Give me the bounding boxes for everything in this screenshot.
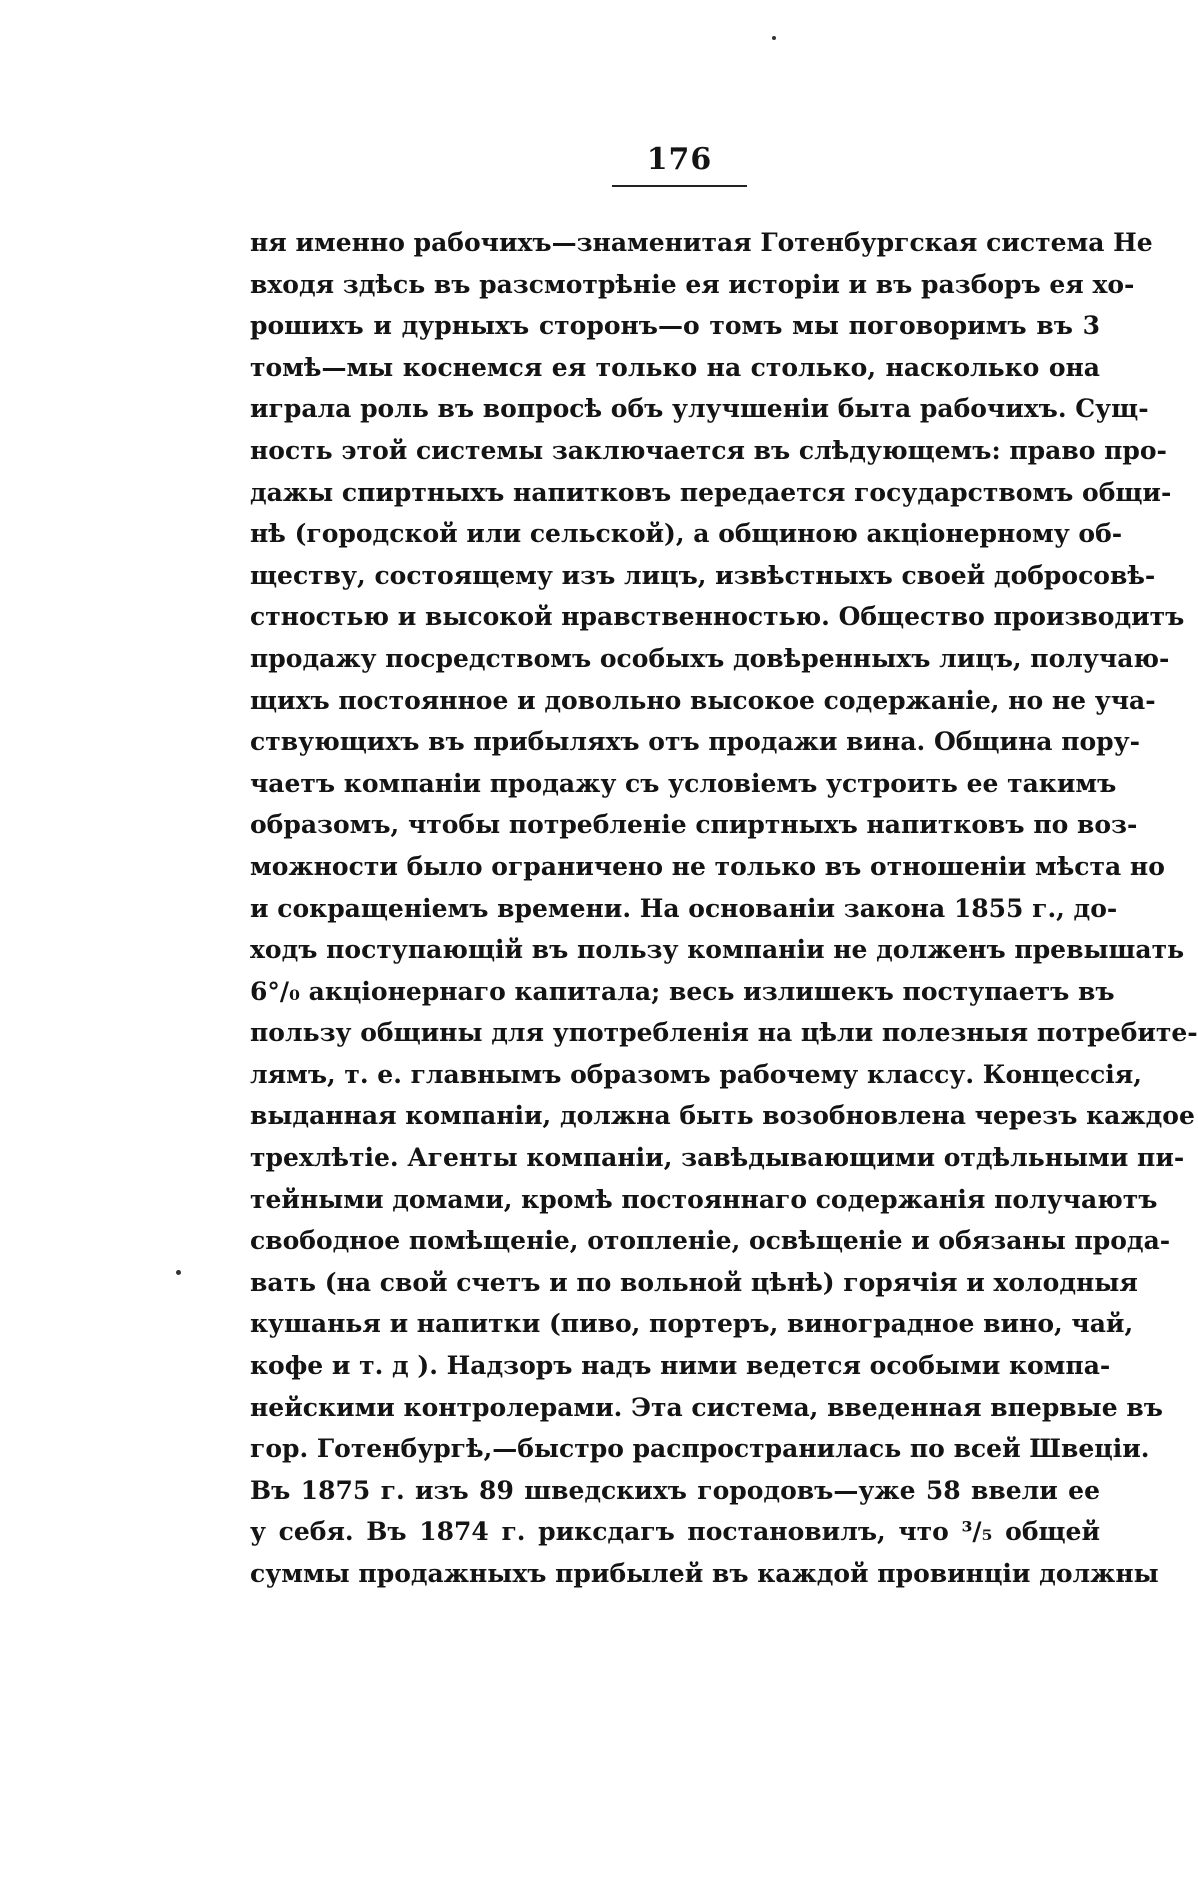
text-line: чаетъ компаніи продажу съ условіемъ устроить ее такимъ: [250, 768, 1117, 798]
text-line: продажу посредствомъ особыхъ довѣренныхъ лицъ, получаю-: [250, 643, 1170, 673]
text-line: входя здѣсь въ разсмотрѣніе ея исторіи и въ разборъ ея хо-: [250, 269, 1135, 299]
text-line: у себя. Въ 1874 г. риксдагъ постановилъ, что ³/₅ общей: [250, 1517, 1100, 1547]
text-line: лямъ, т. е. главнымъ образомъ рабочему классу. Концессія,: [250, 1059, 1142, 1089]
text-line: пользу общины для употребленія на цѣли полезныя потребите-: [250, 1018, 1198, 1048]
body-text: [250, 222, 1198, 1595]
text-line: ня именно рабочихъ—знаменитая Готенбургская система Не: [250, 228, 1153, 257]
text-line: Въ 1875 г. изъ 89 шведскихъ городовъ—уже 58 ввели ее: [250, 1475, 1100, 1505]
scan-speck: [176, 1270, 181, 1275]
text-line: кофе и т. д ). Надзоръ надъ ними ведется особыми компа-: [250, 1351, 1111, 1381]
text-line: образомъ, чтобы потребленіе спиртныхъ напитковъ по воз-: [250, 810, 1138, 840]
text-line: дажы спиртныхъ напитковъ передается государствомъ общи-: [250, 477, 1172, 507]
text-line: можности было ограничено не только въ отношеніи мѣста но: [250, 851, 1165, 881]
text-line: трехлѣтіе. Агенты компаніи, завѣдывающими отдѣльными пи-: [250, 1143, 1185, 1173]
text-line: кушанья и напитки (пиво, портеръ, виноградное вино, чай,: [250, 1309, 1134, 1339]
page-number: 176: [646, 142, 713, 177]
text-line: ходъ поступающій въ пользу компаніи не долженъ превышать: [250, 935, 1185, 965]
text-line: выданная компаніи, должна быть возобновлена черезъ каждое: [250, 1101, 1195, 1131]
text-line: ность этой системы заключается въ слѣдующемъ: право про-: [250, 435, 1167, 465]
page-number-rule: [612, 185, 747, 187]
text-line: свободное помѣщеніе, отопленіе, освѣщеніе и обязаны прода-: [250, 1226, 1171, 1256]
text-line: суммы продажныхъ прибылей въ каждой провинціи должны: [250, 1559, 1159, 1588]
text-line: томѣ—мы коснемся ея только на столько, насколько она: [250, 352, 1100, 382]
text-line: ществу, состоящему изъ лицъ, извѣстныхъ своей добросовѣ-: [250, 560, 1156, 590]
text-line: рошихъ и дурныхъ сторонъ—о томъ мы поговоримъ въ 3: [250, 311, 1100, 341]
text-line: стностью и высокой нравственностью. Общество производитъ: [250, 602, 1185, 632]
text-line: вать (на свой счетъ и по вольной цѣнѣ) горячія и холодныя: [250, 1267, 1138, 1297]
text-line: гор. Готенбургѣ,—быстро распространилась по всей Швеціи.: [250, 1434, 1150, 1464]
text-line: нейскими контролерами. Эта система, введенная впервые въ: [250, 1392, 1163, 1422]
text-line: и сокращеніемъ времени. На основаніи закона 1855 г., до-: [250, 893, 1118, 923]
text-line: щихъ постоянное и довольно высокое содержаніе, но не уча-: [250, 685, 1156, 715]
text-line: тейными домами, кромѣ постояннаго содержанія получаютъ: [250, 1184, 1158, 1214]
text-line: играла роль въ вопросѣ объ улучшеніи быта рабочихъ. Сущ-: [250, 394, 1149, 424]
text-line: нѣ (городской или сельской), а общиною акціонерному об-: [250, 519, 1123, 549]
text-line: ствующихъ въ прибыляхъ отъ продажи вина. Община пору-: [250, 727, 1141, 757]
scan-speck: [772, 36, 776, 40]
text-line: 6°/₀ акціонернаго капитала; весь излишекъ поступаетъ въ: [250, 976, 1115, 1006]
